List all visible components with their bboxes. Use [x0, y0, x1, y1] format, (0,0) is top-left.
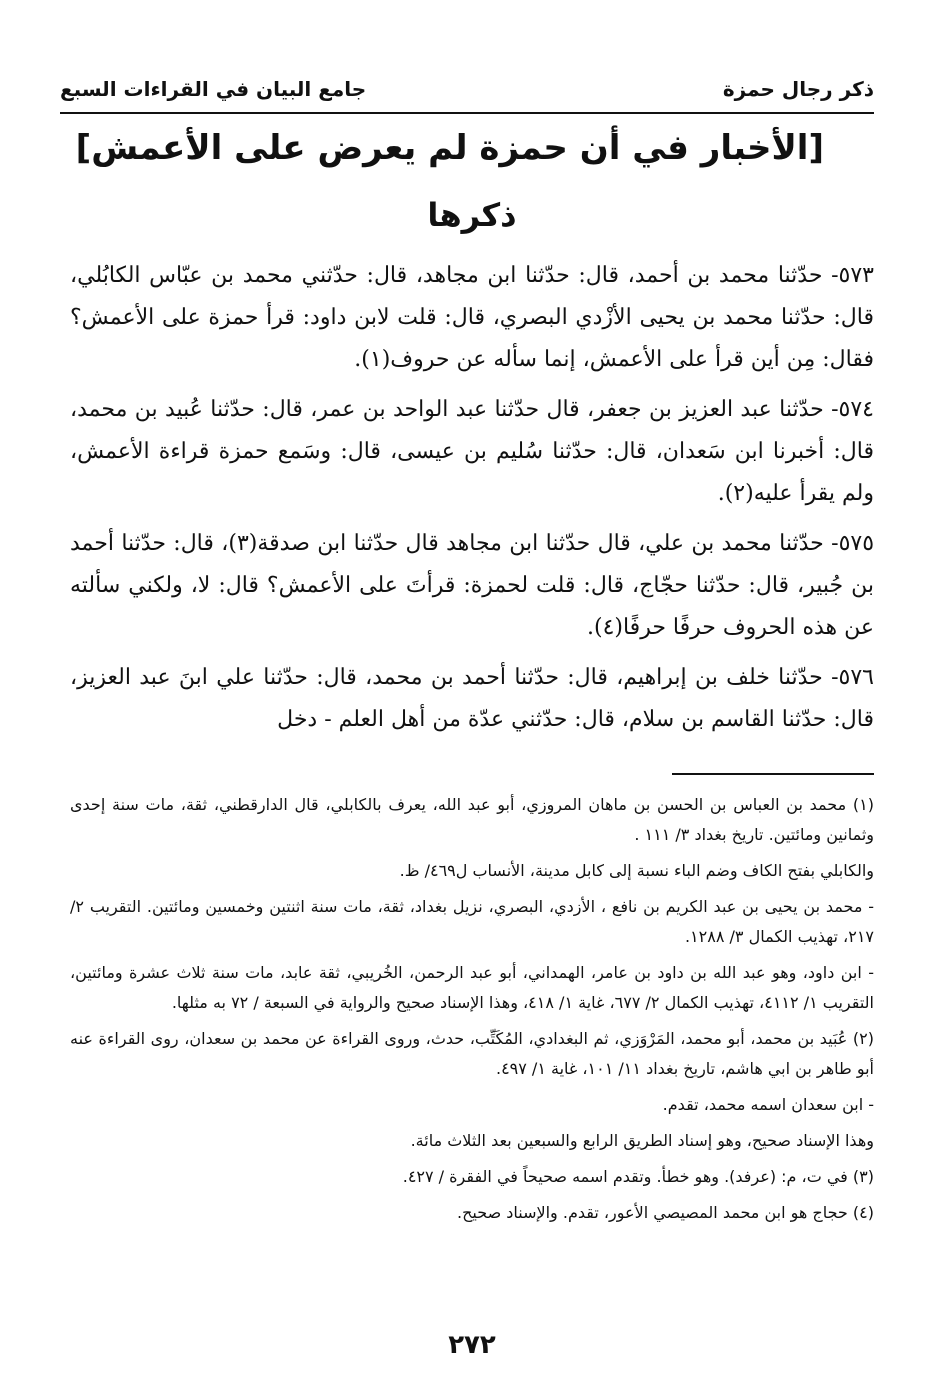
header-divider	[60, 112, 874, 114]
footnote-2: (٢) عُبَيد بن محمد، أبو محمد، المَرْوَزي، ثم البغدادي، المُكَتِّب، حدث، وروى القراءة عن محمد بن سعدان، روى القراءة عنه أبو طاهر بن ابي هاشم، تاريخ بغداد ١١/ ١٠١، غاية ١/ ٤٩٧.	[70, 1029, 874, 1078]
header-chapter-title: ذكر رجال حمزة	[722, 77, 874, 101]
footnote-4: (٤) حجاج هو ابن محمد المصيصي الأعور، تقدم. والإسناد صحيح.	[457, 1203, 874, 1222]
footnote-divider	[672, 773, 874, 775]
footnote-3: (٣) في ت، م: (عرفد). وهو خطأ. وتقدم اسمه صحيحاً في الفقرة / ٤٢٧.	[402, 1167, 874, 1186]
page-number: ٢٧٢	[448, 1330, 496, 1360]
header-book-title: جامع البيان في القراءات السبع	[60, 77, 367, 101]
main-text	[70, 255, 874, 749]
footnote-1-cont-a: والكابلي بفتح الكاف وضم الباء نسبة إلى كابل مدينة، الأنساب ل٤٦٩/ ظ.	[399, 861, 874, 880]
paragraph-574: ٥٧٤- حدّثنا عبد العزيز بن جعفر، قال حدّثنا عبد الواحد بن عمر، قال: حدّثنا عُبيد بن محمد، قال: أخبرنا ابن سَعدان، قال: حدّثنا سُليم بن عيسى، قال: وسَمع حمزة قراءة الأعمش، ولم يقرأ عليه(٢).	[70, 397, 874, 506]
footnote-1: (١) محمد بن العباس بن الحسن بن ماهان المروزي، أبو عبد الله، يعرف بالكابلي، قال الدارقطني، ثقة، مات سنة إحدى وثمانين ومائتين. تاريخ بغداد ٣/ ١١١ .	[70, 795, 874, 844]
paragraph-575: ٥٧٥- حدّثنا محمد بن علي، قال حدّثنا ابن مجاهد قال حدّثنا ابن صدقة(٣)، قال: حدّثنا أحمد بن جُبير، قال: حدّثنا حجّاج، قال: قلت لحمزة: قرأتَ على الأعمش؟ قال: لا، ولكني سألته عن هذه الحروف حرفًا حرفًا(٤).	[70, 531, 875, 640]
footnotes	[70, 790, 874, 1234]
footnote-1-cont-c: - ابن داود، وهو عبد الله بن داود بن عامر، الهمداني، أبو عبد الرحمن، الخُريبي، ثقة عابد، مات سنة ثلاث عشرة ومائتين، التقريب ١/ ٤١١٢، تهذيب الكمال ٢/ ٦٧٧، غاية ١/ ٤١٨، وهذا الإسناد صحيح والرواية في السبعة / ٧٢ به مثلها.	[70, 963, 874, 1012]
footnote-2-cont-b: وهذا الإسناد صحيح، وهو إسناد الطريق الرابع والسبعين بعد الثلاث مائة.	[410, 1131, 874, 1150]
footnote-1-cont-b: - محمد بن يحيى بن عبد الكريم بن نافع ، الأزدي، البصري، نزيل بغداد، ثقة، مات سنة اثنتين وخمسين ومائتين. التقريب ٢/ ٢١٧، تهذيب الكمال ٣/ ١٢٨٨.	[70, 897, 874, 946]
paragraph-576: ٥٧٦- حدّثنا خلف بن إبراهيم، قال: حدّثنا أحمد بن محمد، قال: حدّثنا علي ابنَ عبد العزيز، قال: حدّثنا القاسم بن سلام، قال: حدّثني عدّة من أهل العلم - دخل	[70, 665, 874, 732]
section-title: [الأخبار في أن حمزة لم يعرض على الأعمش]	[75, 128, 824, 168]
running-header	[60, 72, 874, 106]
footnote-2-cont-a: - ابن سعدان اسمه محمد، تقدم.	[662, 1095, 874, 1114]
paragraph-573: ٥٧٣- حدّثنا محمد بن أحمد، قال: حدّثنا ابن مجاهد، قال: حدّثني محمد بن عبّاس الكابُلي، قال: حدّثنا محمد بن يحيى الأزْدي البصري، قال: قلت لابن داود: قرأ حمزة على الأعمش؟ فقال: مِن أين قرأ على الأعمش، إنما سأله عن حروف(١).	[70, 263, 874, 372]
section-subtitle: ذكرها	[427, 196, 517, 234]
